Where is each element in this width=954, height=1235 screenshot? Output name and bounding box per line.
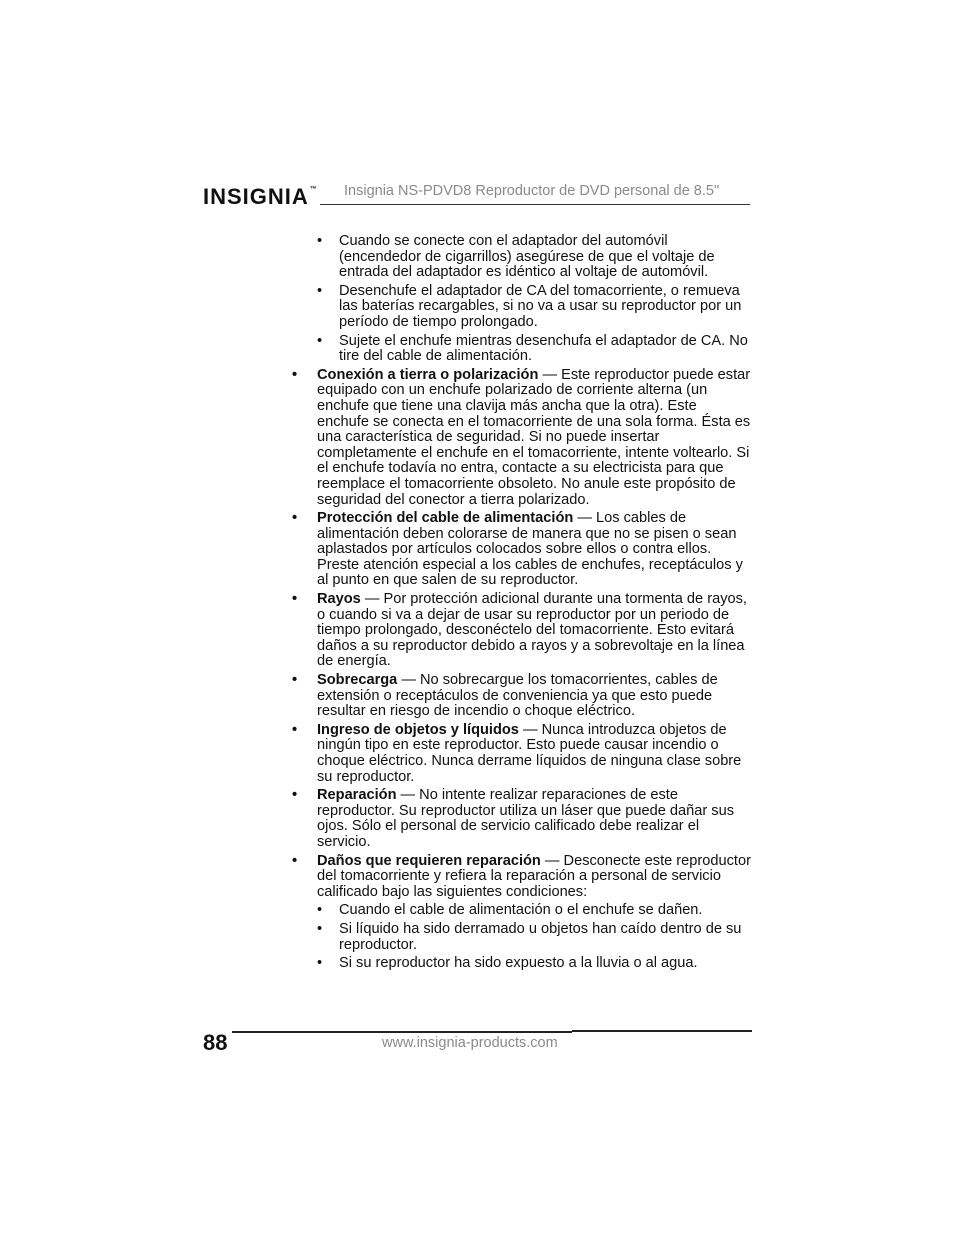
list-item: • Cuando se conecte con el adaptador del automóvil (encendedor de cigarrillos) asegúrese de que el voltaje de entrada del adaptador es idéntico al voltaje de automóvil. [317,234,752,281]
page-header-title: Insignia NS-PDVD8 Reproductor de DVD personal de 8.5" [344,183,720,199]
safety-item-lightning [290,592,752,670]
safety-item-grounding [290,368,752,508]
item-text: — Nunca introduzca objetos de ningún tipo en este reproductor. Esto puede causar incendio o choque eléctrico. Nunca derrame líquidos de ninguna clase sobre su reproductor. [317,721,742,785]
item-text: — Por protección adicional durante una tormenta de rayos, o cuando si va a dejar de usar su reproductor por un periodo de tiempo prolongado, desconéctelo del tomacorriente. Esto evitará daños a su reproductor debido a rayos y a sobrevoltaje en la línea de energía. [317,591,747,670]
list-item: • Cuando el cable de alimentación o el enchufe se dañen. [317,903,752,919]
item-term: Reparación [317,787,397,804]
list-item: • Sujete el enchufe mientras desenchufa el adaptador de CA. No tire del cable de alimentación. [317,334,752,365]
damage-conditions-list [317,903,752,971]
item-text: — No sobrecargue los tomacorrientes, cables de extensión o receptáculos de conveniencia ya que esto puede resultar en riesgo de incendio o choque eléctrico. [317,672,718,720]
item-text: — Este reproductor puede estar equipado con un enchufe polarizado de corriente alterna (un enchufe que tiene una clavija más ancha que la otra). Este enchufe se conecta en el tomacorriente de una sola forma. Ésta es una característica de seguridad. Si no puede insertar completamente el enchufe en el tomacorriente, intente voltearlo. Si el enchufe todavía no entra, contacte a su electricista para que reemplace el tomacorriente obsoleto. No anule este propósito de seguridad del conector a tierra polarizado. [317,366,751,508]
page-number: 88 [203,1030,228,1055]
insignia-logo [203,184,318,210]
footer-url: www.insignia-products.com [382,1035,558,1051]
safety-item-repair [290,788,752,850]
list-item: • Si líquido ha sido derramado u objetos han caído dentro de su reproductor. [317,922,752,953]
footer-rule [232,1031,572,1033]
logo-text: INSIGNIA [203,184,309,209]
intro-bullet-list [317,234,752,365]
header-rule [320,204,750,205]
footer-rule [572,1030,752,1032]
safety-item-objects-liquids [290,723,752,785]
item-term: Ingreso de objetos y líquidos [317,721,519,738]
item-term: Daños que requieren reparación [317,852,541,869]
item-term: Rayos [317,591,361,608]
item-text: — Desconecte este reproductor del tomacorriente y refiera la reparación a personal de servicio calificado bajo las siguientes condiciones: [317,852,751,900]
list-item: • Si su reproductor ha sido expuesto a la lluvia o al agua. [317,956,752,972]
safety-item-damage [290,854,752,972]
safety-item-overload [290,673,752,720]
item-term: Conexión a tierra o polarización [317,366,539,383]
logo-trademark: ™ [309,186,318,193]
page-content [290,234,752,975]
item-text: — Los cables de alimentación deben colorarse de manera que no se pisen o sean aplastados por artículos colocados sobre ellos o contra ellos. Preste atención especial a los cables de enchufes, receptáculos y al punto en que salen de su reproductor. [317,510,743,589]
safety-item-power-cord [290,511,752,589]
safety-list [290,368,752,972]
item-text: — No intente realizar reparaciones de este reproductor. Su reproductor utiliza un láser que puede dañar sus ojos. Sólo el personal de servicio calificado debe realizar el servicio. [317,787,734,850]
item-term: Protección del cable de alimentación [317,510,574,527]
list-item: • Desenchufe el adaptador de CA del tomacorriente, o remueva las baterías recargables, si no va a usar su reproductor por un período de tiempo prolongado. [317,284,752,331]
item-term: Sobrecarga [317,672,398,689]
